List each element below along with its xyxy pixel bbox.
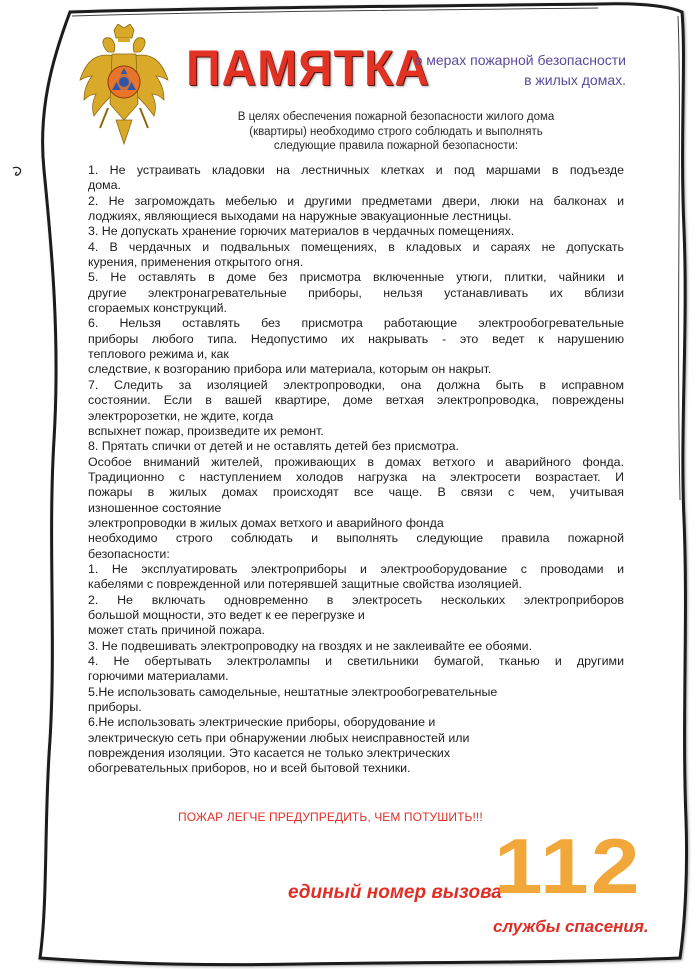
emergency-ministry-emblem-icon <box>78 24 170 148</box>
rule-text-line: Традиционно с наступлением холодов нагрузка на электросети возрастает. И <box>88 469 624 484</box>
rule-text-line: дома. <box>88 178 121 193</box>
rule-text-line: теплового режима и, как <box>88 347 229 362</box>
emergency-call-label: единый номер вызова <box>288 882 502 903</box>
rule-text-line: 1. Не устраивать кладовки на лестничных клетках и под маршами в подъезде <box>88 163 624 177</box>
page-subtitle <box>398 50 626 90</box>
rule-text-line: кабелями с поврежденной или потерявшей защитные свойства изоляцией. <box>88 577 523 592</box>
rule-text-line: сгораемых конструкций. <box>88 301 227 316</box>
rule-text-line: 7. Следить за изоляцией электропроводки, она должна быть в исправном <box>88 377 624 392</box>
rule-text-line: вспыхнет пожар, произведите их ремонт. <box>88 423 324 438</box>
rule-text-line: 6.Не использовать электрические приборы, оборудование и <box>88 715 436 730</box>
subtitle-line: о мерах пожарной безопасности <box>414 52 626 68</box>
rule-text-line: 2. Не загромождать мебелью и другими предметами двери, люки на балконах и <box>88 193 624 208</box>
rule-text-line: следствие, к возгоранию прибора или материала, которым он накрыт. <box>88 362 492 377</box>
rule-text-line: 4. В чердачных и подвальных помещениях, в кладовых и сараях не допускать <box>88 239 624 254</box>
rule-text-line: 5. Не оставлять в доме без присмотра включенные утюги, плитки, чайники и <box>88 270 624 285</box>
rule-text-line: горючими материалами. <box>88 669 229 684</box>
rule-text-line: необходимо строго соблюдать и выполнять следующие правила пожарной <box>88 531 624 546</box>
intro-line: (квартиры) необходимо строго соблюдать и выполнять <box>249 125 543 138</box>
rule-text-line: 4. Не обертывать электролампы и светильники бумагой, тканью и другими <box>88 654 624 668</box>
rule-text-line: электропроводки в жилых домах ветхого и аварийного фонда <box>88 515 444 530</box>
rule-text-line: 3. Не подвешивать электропроводку на гвоздях и не заклеивайте ее обоями. <box>88 638 533 653</box>
rule-text-line: электрическую сеть при обнаружении любых неисправностей или <box>88 730 470 745</box>
intro-line: В целях обеспечения пожарной безопасности жилого дома <box>237 111 555 123</box>
rule-text-line: курения, применения открытого огня. <box>88 255 304 270</box>
rule-text-line: Особое вниманий жителей, проживающих в домах ветхого и аварийного фонда. <box>88 454 624 469</box>
rule-text-line: другие электронагревательные приборы, нельзя устанавливать их вблизи <box>88 285 624 300</box>
rule-text-line: может стать причиной пожара. <box>88 623 265 638</box>
rule-text-line: 5.Не использовать самодельные, нештатные электрообогревательные <box>88 684 498 699</box>
rule-text-line: пожары в жилых домах происходят все чаще. В связи с чем, учитывая <box>88 485 624 500</box>
subtitle-line: в жилых домах. <box>524 72 626 88</box>
rule-text-line: повреждения изоляции. Это касается не только электрических <box>88 746 451 761</box>
rule-text-line: изношенное состояние <box>88 500 222 515</box>
intro-line: следующие правила пожарной безопасности: <box>273 140 519 152</box>
rules-body <box>88 163 624 777</box>
rescue-service-label: службы спасения. <box>493 917 649 936</box>
rule-text-line: большой мощности, это ведет к ее перегрузке и <box>88 607 365 622</box>
rule-text-line: 6. Нельзя оставлять без присмотра работающие электрообогревательные <box>88 316 624 331</box>
rule-text-line: 2. Не включать одновременно в электросеть нескольких электроприборов <box>88 592 624 607</box>
rule-text-line: 8. Прятать спички от детей и не оставлять детей без присмотра. <box>88 439 459 454</box>
rule-text-line: безопасности: <box>88 546 170 561</box>
emergency-number: 112 <box>494 822 642 910</box>
page-title: ПАМЯТКА <box>186 40 430 97</box>
rule-text-line: электророзетки, не ждите, когда <box>88 408 274 423</box>
rule-text-line: обогревательных приборов, но и всей бытовой техники. <box>88 761 411 776</box>
rule-text-line: 3. Не допускать хранение горючих материалов в чердачных помещениях. <box>88 224 515 239</box>
rule-text-line: лоджиях, являющиеся выходами на наружные эвакуационные лестницы. <box>88 209 512 224</box>
rule-text-line: 1. Не эксплуатировать электроприборы и электрооборудование с проводами и <box>88 561 624 576</box>
rule-text-line: приборы. <box>88 700 142 715</box>
page-curl-mark <box>11 165 25 179</box>
intro-paragraph <box>190 110 602 154</box>
warning-slogan: ПОЖАР ЛЕГЧЕ ПРЕДУПРЕДИТЬ, ЧЕМ ПОТУШИТЬ!!! <box>178 810 483 824</box>
rule-text-line: состоянии. Если в вашей квартире, доме ветхая электропроводка, повреждены <box>88 393 624 408</box>
rule-text-line: приборы любого типа. Недопустимо их накрывать - это ведет к нарушению <box>88 331 624 346</box>
